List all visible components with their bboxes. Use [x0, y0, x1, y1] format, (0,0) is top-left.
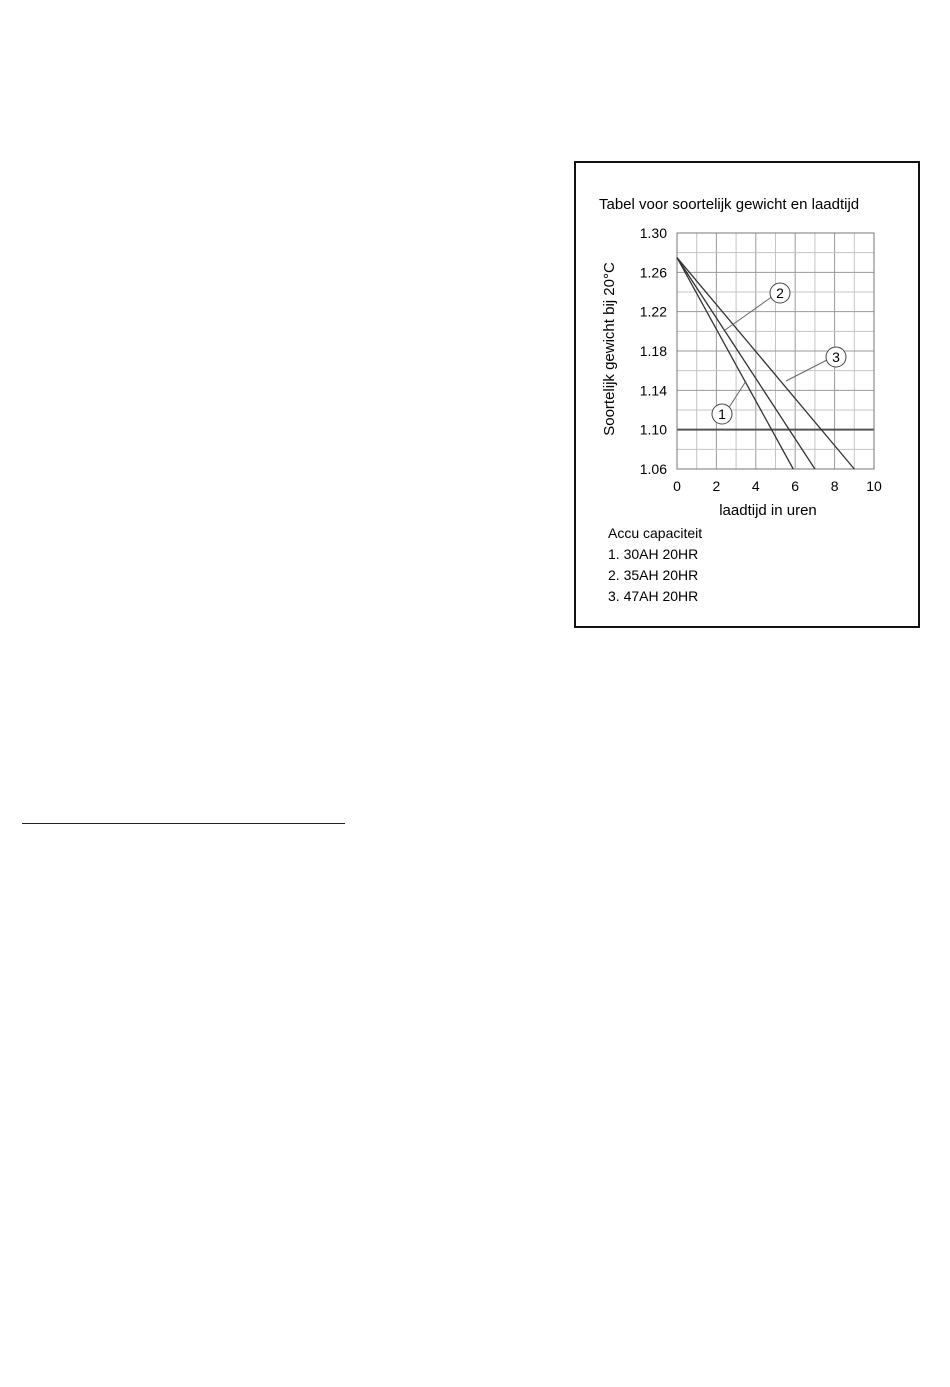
legend-entry-1: 1. 30AH 20HR [608, 546, 699, 562]
legend-entry-3: 3. 47AH 20HR [608, 588, 699, 604]
chart-title: Tabel voor soortelijk gewicht en laadtijd [599, 196, 860, 213]
callout-label-1: 1 [718, 406, 726, 422]
callouts [712, 283, 846, 424]
divider-line [22, 823, 345, 824]
y-tick-label: 1.14 [639, 382, 667, 399]
legend-title: Accu capaciteit [608, 525, 703, 541]
x-tick-label: 2 [712, 478, 721, 494]
y-tick-labels [640, 225, 667, 477]
legend-entry-2: 2. 35AH 20HR [608, 567, 699, 583]
y-tick-label: 1.18 [639, 343, 667, 359]
callout-label-3: 3 [832, 349, 840, 365]
x-axis-label: laadtijd in uren [719, 502, 817, 519]
series-line-2 [677, 258, 815, 469]
x-tick-label: 4 [751, 478, 760, 494]
x-tick-label: 8 [830, 478, 839, 494]
legend [608, 525, 702, 604]
x-tick-label: 0 [673, 478, 681, 494]
y-tick-label: 1.06 [639, 461, 667, 477]
x-tick-labels [673, 478, 882, 494]
y-axis-label: Soortelijk gewicht bij 20°C [601, 262, 618, 436]
callout-leader-2 [725, 296, 773, 330]
x-tick-label: 10 [866, 478, 882, 494]
y-tick-label: 1.26 [639, 264, 667, 281]
y-tick-label: 1.30 [639, 225, 667, 241]
x-tick-label: 6 [791, 478, 800, 494]
callout-label-2: 2 [776, 285, 784, 301]
y-tick-label: 1.10 [639, 421, 667, 438]
callout-leader-1 [728, 381, 746, 409]
chart-svg [576, 163, 918, 626]
y-tick-label: 1.22 [639, 303, 667, 320]
chart-frame [574, 161, 920, 628]
